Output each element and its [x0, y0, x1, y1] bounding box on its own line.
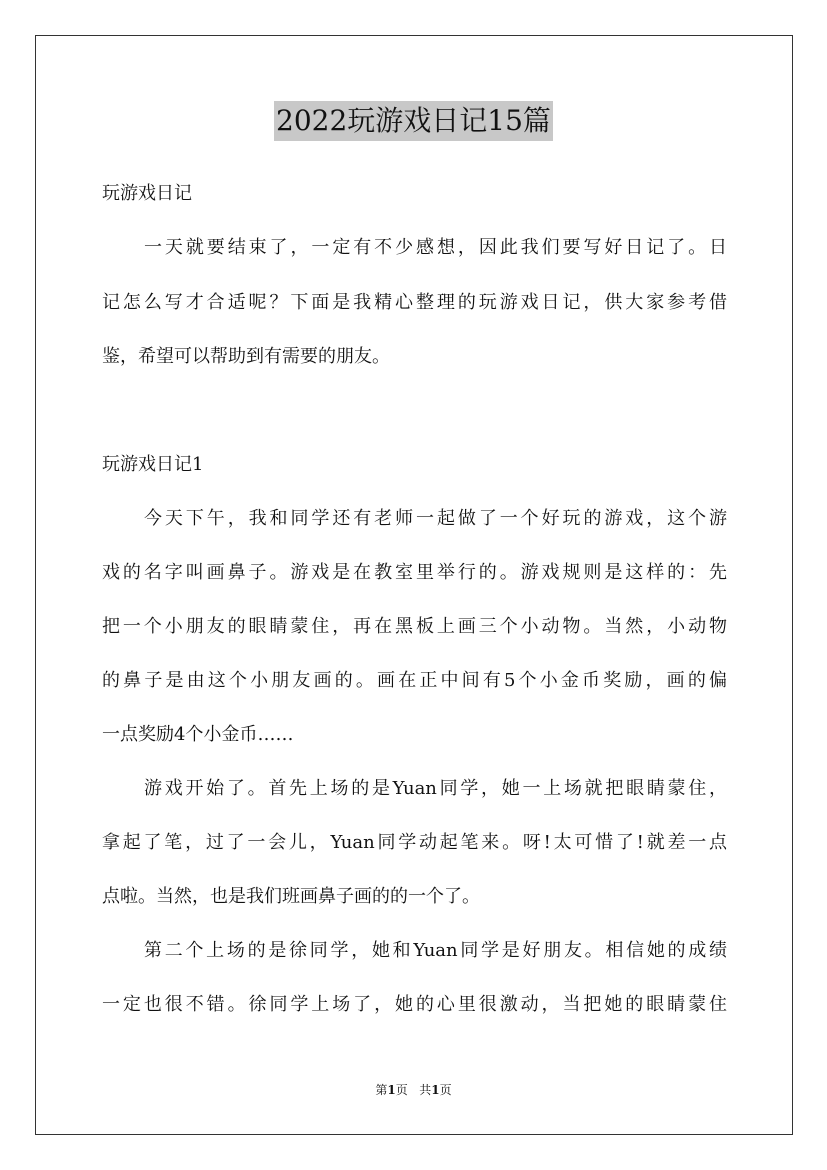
document-title: 2022玩游戏日记15篇 [274, 101, 553, 141]
paragraph-line: 点啦。当然，也是我们班画鼻子画的的一个了。 [102, 886, 480, 907]
paragraph-line: 一定也很不错。徐同学上场了，她的心里很激动，当把她的眼睛蒙住 [102, 994, 727, 1015]
intro-line: 一天就要结束了，一定有不少感想，因此我们要写好日记了。日 [144, 237, 727, 258]
intro-heading: 玩游戏日记 [102, 183, 192, 204]
paragraph-line: 把一个小朋友的眼睛蒙住，再在黑板上画三个小动物。当然，小动物 [102, 616, 727, 637]
footer-total-pages: 1 [431, 1083, 440, 1097]
footer-page-number: 1 [387, 1083, 396, 1097]
title-container [0, 101, 827, 141]
footer-total-suffix: 页 [439, 1083, 452, 1097]
intro-line: 鉴，希望可以帮助到有需要的朋友。 [102, 346, 390, 367]
paragraph-line: 一点奖励4个小金币…… [102, 724, 294, 745]
page-footer [0, 1082, 827, 1098]
footer-total-prefix: 共 [419, 1083, 432, 1097]
paragraph-line: 第二个上场的是徐同学，她和Yuan同学是好朋友。相信她的成绩 [144, 940, 727, 961]
paragraph-line: 今天下午，我和同学还有老师一起做了一个好玩的游戏，这个游 [144, 508, 727, 529]
paragraph-line: 的鼻子是由这个小朋友画的。画在正中间有5个小金币奖励，画的偏 [102, 670, 727, 691]
paragraph-line: 拿起了笔，过了一会儿，Yuan同学动起笔来。呀!太可惜了!就差一点 [102, 832, 727, 853]
paragraph-line: 戏的名字叫画鼻子。游戏是在教室里举行的。游戏规则是这样的：先 [102, 562, 727, 583]
intro-line: 记怎么写才合适呢？下面是我精心整理的玩游戏日记，供大家参考借 [102, 292, 727, 313]
footer-prefix: 第 [375, 1083, 388, 1097]
section-heading: 玩游戏日记1 [102, 454, 204, 475]
paragraph-line: 游戏开始了。首先上场的是Yuan同学，她一上场就把眼睛蒙住， [144, 778, 727, 799]
footer-page-suffix: 页 [395, 1083, 408, 1097]
